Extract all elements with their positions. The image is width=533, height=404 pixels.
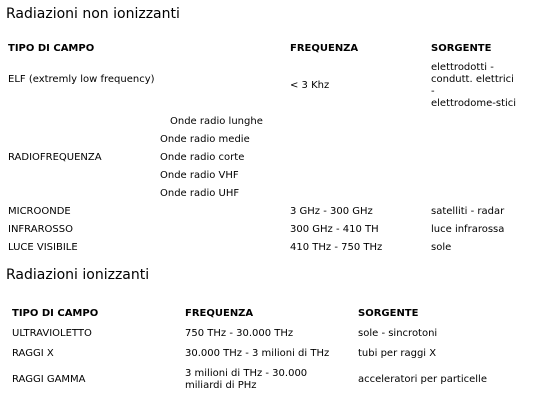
radio-tipo: RADIOFREQUENZA (8, 152, 102, 163)
row-tipo: INFRAROSSO (8, 224, 73, 235)
elf-frequenza: < 3 Khz (290, 80, 330, 91)
elf-tipo: ELF (extremly low frequency) (8, 74, 155, 85)
row-tipo: MICROONDE (8, 206, 71, 217)
radio-band: Onde radio lunghe (170, 116, 263, 127)
radio-band: Onde radio medie (160, 134, 250, 145)
row-sorgente: satelliti - radar (431, 206, 505, 217)
section-title-non-ionizing: Radiazioni non ionizzanti (6, 6, 180, 22)
row-sorgente: tubi per raggi X (358, 348, 437, 359)
elf-sorgente-line: elettrodome-stici (431, 98, 517, 109)
elf-sorgente-line: condutt. elettrici (431, 74, 514, 85)
header-tipo: TIPO DI CAMPO (12, 308, 99, 319)
header-frequenza: FREQUENZA (290, 43, 359, 54)
row-frequenza: 3 milioni di THz - 30.000 miliardi di PHz (185, 368, 308, 391)
row-tipo: RAGGI X (12, 348, 54, 359)
header-sorgente: SORGENTE (431, 43, 492, 54)
row-frequenza: 410 THz - 750 THz (290, 242, 383, 253)
row-tipo: RAGGI GAMMA (12, 374, 86, 385)
header-sorgente: SORGENTE (358, 308, 419, 319)
row-sorgente: acceleratori per particelle (358, 374, 487, 385)
header-tipo: TIPO DI CAMPO (8, 43, 95, 54)
radio-band: Onde radio VHF (160, 170, 239, 181)
row-sorgente: sole - sincrotoni (358, 328, 438, 339)
row-frequenza: 30.000 THz - 3 milioni di THz (185, 348, 330, 359)
row-sorgente: sole (431, 242, 452, 253)
elf-sorgente-line: - (431, 86, 435, 97)
row-frequenza: 3 GHz - 300 GHz (290, 206, 373, 217)
row-frequenza: 750 THz - 30.000 THz (185, 328, 294, 339)
radio-band: Onde radio corte (160, 152, 245, 163)
row-frequenza: 300 GHz - 410 TH (290, 224, 379, 235)
elf-sorgente-line: elettrodotti - (431, 62, 494, 73)
row-tipo: ULTRAVIOLETTO (12, 328, 92, 339)
header-frequenza: FREQUENZA (185, 308, 254, 319)
section-title-ionizing: Radiazioni ionizzanti (6, 267, 150, 283)
row-tipo: LUCE VISIBILE (8, 242, 78, 253)
row-sorgente: luce infrarossa (431, 224, 505, 235)
radio-band: Onde radio UHF (160, 188, 240, 199)
